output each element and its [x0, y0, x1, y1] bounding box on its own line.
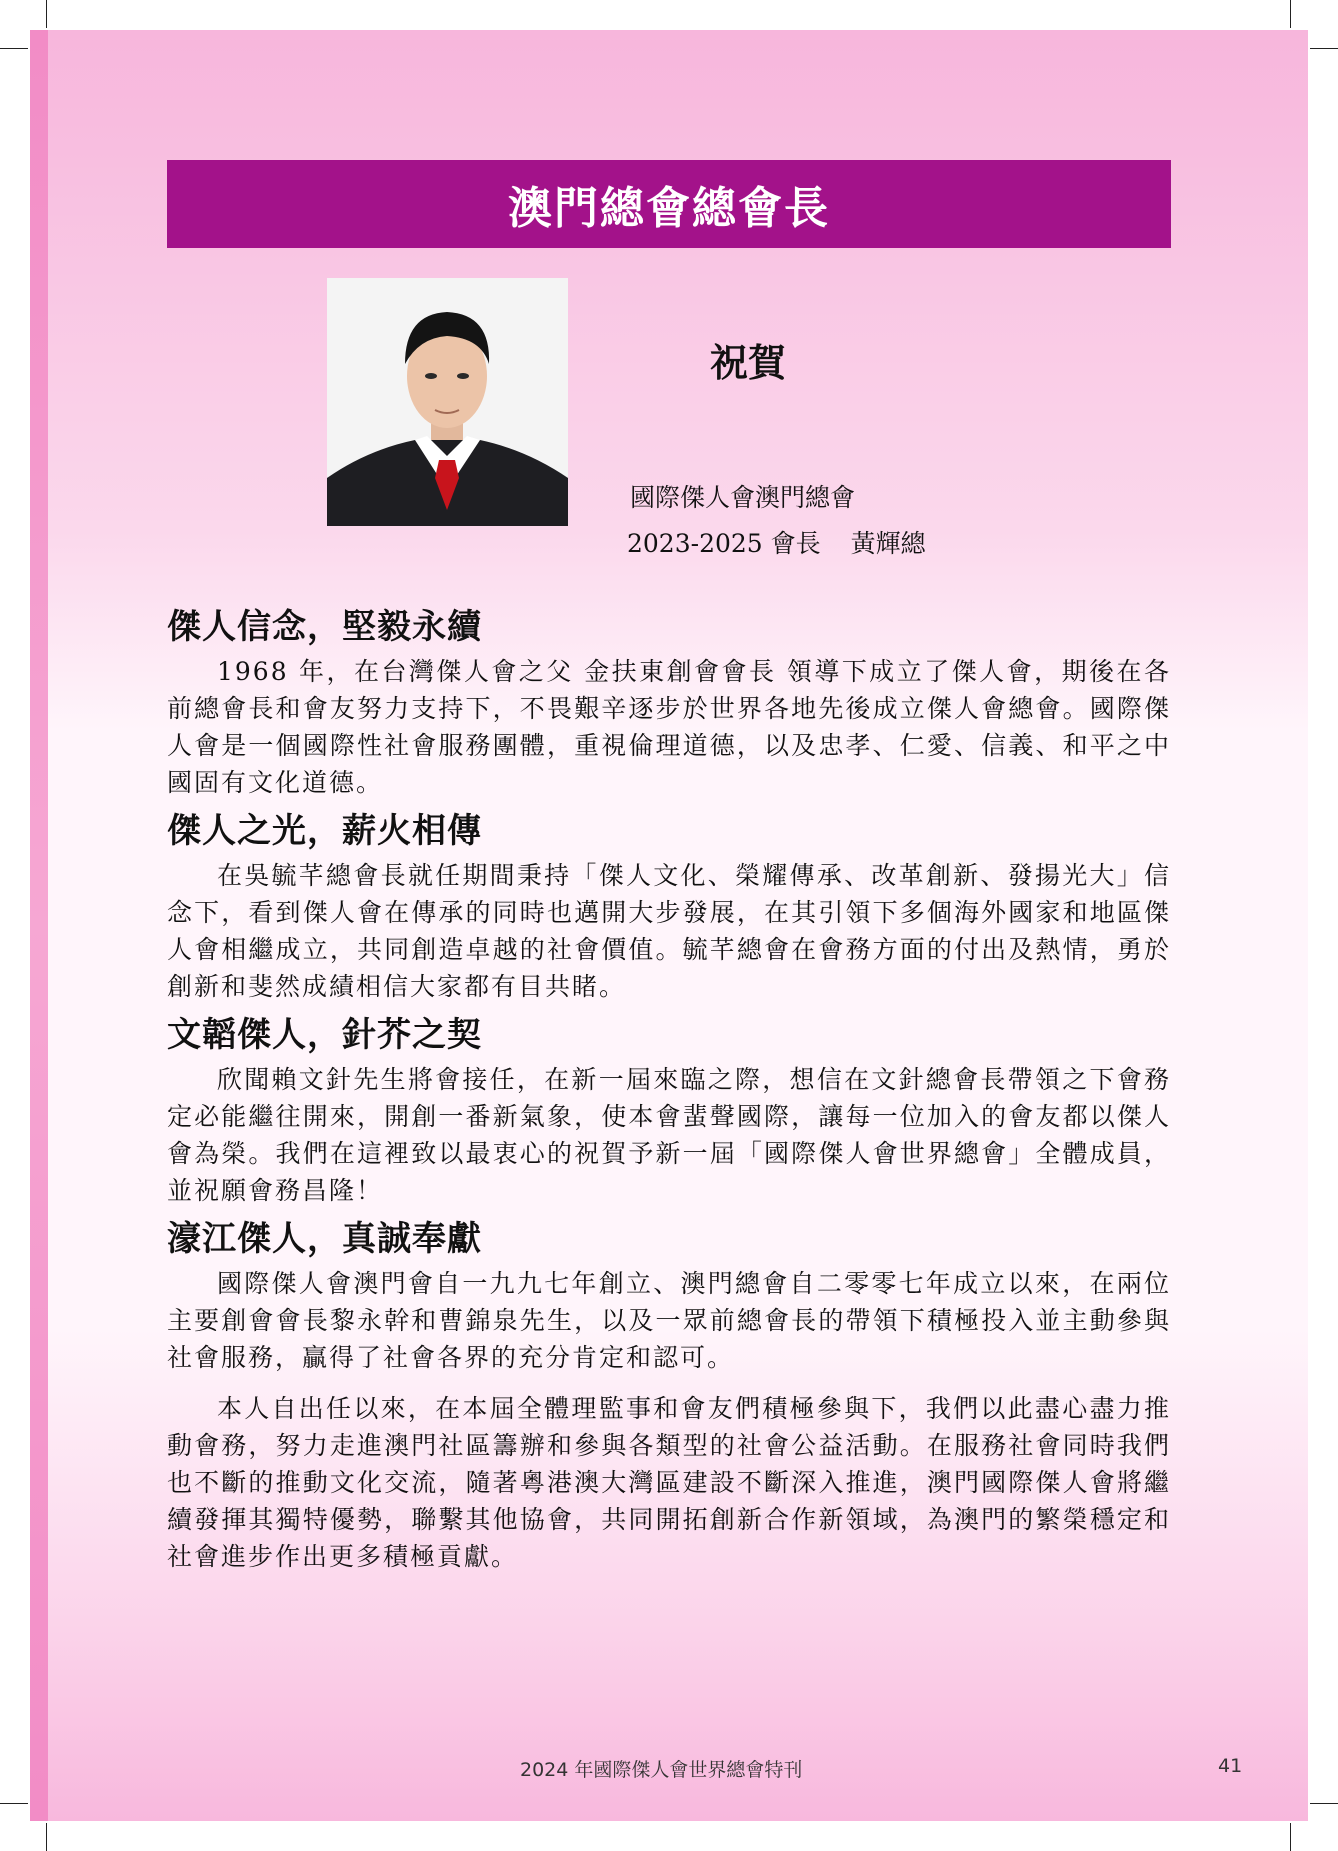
section-heading: 濠江傑人，真誠奉獻 [167, 1219, 482, 1259]
crop-mark [46, 1823, 47, 1851]
signature-name: 黃輝總 [850, 529, 926, 558]
page-number: 41 [1218, 1755, 1243, 1777]
greeting-title: 祝賀 [710, 340, 787, 385]
crop-mark [1290, 0, 1291, 28]
magazine-page [30, 30, 1308, 1821]
signature-term: 2023-2025 會長 [627, 529, 821, 558]
signature-organization: 國際傑人會澳門總會 [630, 483, 856, 512]
crop-mark [1290, 1823, 1291, 1851]
section-heading: 傑人信念，堅毅永續 [167, 607, 482, 647]
section-paragraph: 本人自出任以來，在本屆全體理監事和會友們積極參與下，我們以此盡心盡力推動會務，努力走進澳門社區籌辦和參與各類型的社會公益活動。在服務社會同時我們也不斷的推動文化交流，隨著粵港澳大灣區建設不斷深入推進，澳門國際傑人會將繼續發揮其獨特優勢，聯繫其他協會，共同開拓創新合作新領域，為澳門的繁榮穩定和社會進步作出更多積極貢獻。 [167, 1394, 1171, 1571]
signature-line [627, 524, 926, 560]
crop-mark [0, 48, 28, 49]
section-paragraph: 在吳毓芊總會長就任期間秉持「傑人文化、榮耀傳承、改革創新、發揚光大」信念下，看到傑人會在傳承的同時也邁開大步發展，在其引領下多個海外國家和地區傑人會相繼成立，共同創造卓越的社會價值。毓芊總會在會務方面的付出及熱情，勇於創新和斐然成績相信大家都有目共睹。 [167, 861, 1171, 1001]
section-paragraph: 欣聞賴文針先生將會接任，在新一屆來臨之際，想信在文針總會長帶領之下會務定必能繼往開來，開創一番新氣象，使本會蜚聲國際，讓每一位加入的會友都以傑人會為榮。我們在這裡致以最衷心的祝賀予新一屆「國際傑人會世界總會」全體成員，並祝願會務昌隆！ [167, 1065, 1171, 1205]
section-heading: 文韜傑人，針芥之契 [167, 1015, 482, 1055]
section-paragraph: 1968 年，在台灣傑人會之父 金扶東創會會長 領導下成立了傑人會，期後在各前總會長和會友努力支持下，不畏艱辛逐步於世界各地先後成立傑人會總會。國際傑人會是一個國際性社會服務團體，重視倫理道德，以及忠孝、仁愛、信義、和平之中國固有文化道德。 [167, 657, 1171, 797]
article-body [167, 605, 1171, 1583]
page-title-banner [167, 160, 1171, 248]
page-title: 澳門總會總會長 [508, 183, 830, 234]
crop-mark [1310, 1803, 1338, 1804]
crop-mark [0, 1803, 28, 1804]
page-edge-strip [30, 30, 48, 1821]
section-paragraph: 國際傑人會澳門會自一九九七年創立、澳門總會自二零零七年成立以來，在兩位主要創會會長黎永幹和曹錦泉先生，以及一眾前總會長的帶領下積極投入並主動參與社會服務，贏得了社會各界的充分肯定和認可。 [167, 1269, 1171, 1372]
section-heading: 傑人之光，薪火相傳 [167, 811, 482, 851]
portrait-photo [327, 278, 568, 526]
portrait-illustration [327, 278, 568, 526]
footer-publication: 2024 年國際傑人會世界總會特刊 [520, 1759, 803, 1781]
crop-mark [1310, 48, 1338, 49]
crop-mark [46, 0, 47, 28]
